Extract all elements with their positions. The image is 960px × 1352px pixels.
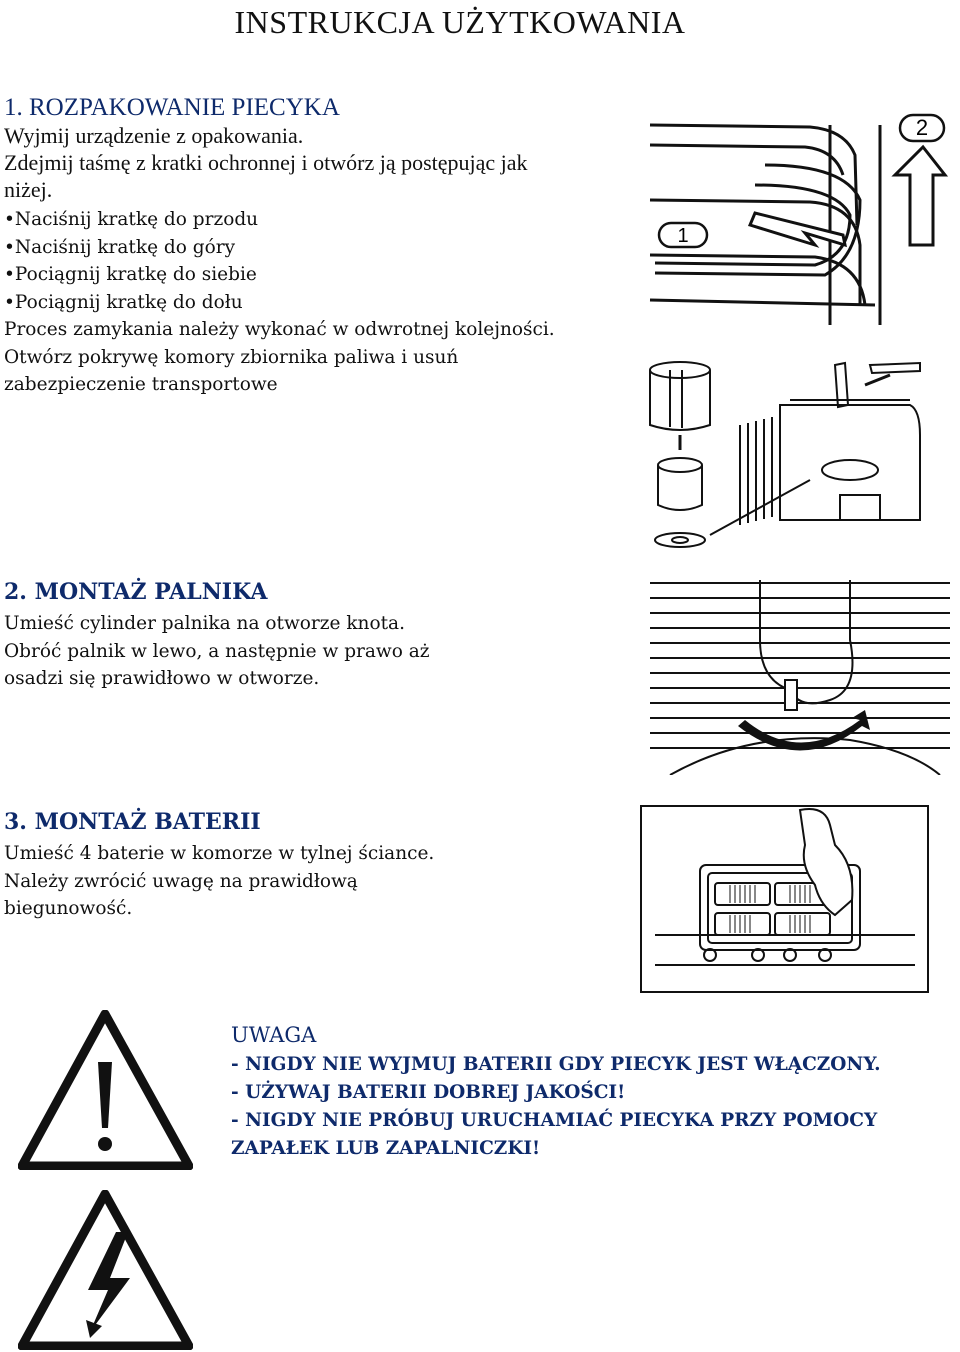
section3-line: Umieść 4 baterie w komorze w tylnej ściance. (4, 843, 435, 864)
grille-figure (645, 105, 950, 330)
section3-line: Należy zwrócić uwagę na prawidłową (4, 870, 358, 892)
section1-after-line: Otwórz pokrywę komory zbiornika paliwa i usuń (4, 346, 459, 368)
section1-line: Zdejmij taśmę z kratki ochronnej i otwórz ją postępując jak (4, 150, 528, 175)
section1-heading: 1. ROZPAKOWANIE PIECYKA (4, 94, 340, 121)
section2-line: Obróć palnik w lewo, a następnie w prawo aż (4, 640, 430, 662)
battery-figure (640, 805, 930, 995)
section1-bullets (4, 206, 555, 399)
warning-line: - NIGDY NIE WYJMUJ BATERII GDY PIECYK JEST WŁĄCZONY. (231, 1054, 881, 1075)
step-1-label: 1 (677, 225, 689, 247)
warning-line: - UŻYWAJ BATERII DOBREJ JAKOŚCI! (231, 1082, 626, 1103)
section2-text (4, 610, 430, 693)
bullet-item: •Pociągnij kratkę do siebie (4, 264, 257, 285)
section1-after-line: zabezpieczenie transportowe (4, 374, 278, 395)
section3-text (4, 840, 434, 923)
section2-heading: 2. MONTAŻ PALNIKA (4, 579, 268, 605)
section2-line: osadzi się prawidłowo w otworze. (4, 668, 320, 689)
step-2-label: 2 (915, 115, 929, 140)
warning-line: ZAPAŁEK LUB ZAPALNICZKI! (231, 1138, 541, 1159)
heater-figure (640, 355, 940, 555)
bullet-item: •Naciśnij kratkę do przodu (4, 209, 259, 230)
section1-text (4, 122, 528, 203)
exclamation-triangle-icon (18, 1010, 193, 1170)
burner-figure (650, 580, 955, 775)
section1-line: Wyjmij urządzenie z opakowania. (4, 123, 304, 148)
page-title: INSTRUKCJA UŻYTKOWANIA (234, 4, 686, 40)
section3-heading: 3. MONTAŻ BATERII (4, 809, 261, 835)
section2-line: Umieść cylinder palnika na otworze knota. (4, 613, 405, 634)
bullet-item: •Pociągnij kratkę do dołu (4, 291, 243, 313)
warning-title: UWAGA (231, 1023, 317, 1047)
warning-list (231, 1051, 881, 1163)
section3-line: biegunowość. (4, 898, 133, 919)
high-voltage-triangle-icon (18, 1190, 193, 1350)
section1-line: niżej. (4, 177, 53, 202)
bullet-item: •Naciśnij kratkę do góry (4, 236, 236, 258)
section1-after-line: Proces zamykania należy wykonać w odwrotnej kolejności. (4, 319, 555, 340)
warning-line: - NIGDY NIE PRÓBUJ URUCHAMIAĆ PIECYKA PRZY POMOCY (231, 1110, 878, 1131)
